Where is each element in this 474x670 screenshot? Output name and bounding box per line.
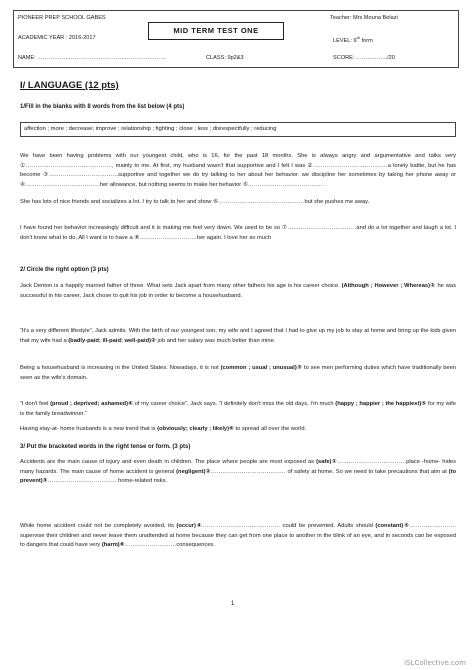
option-group-2: (badly-paid; ill-paid; well-paid)② — [68, 337, 156, 344]
teacher-name: Teacher: Mrs Mouna Belazi — [330, 15, 398, 21]
test-title: MID TERM TEST ONE — [148, 22, 284, 40]
q2-paragraph-1: Jack Denton is a happily married father of three. What sets Jack apart from many other fathers his age is his career choice. (Although ; However ; Whereas)① he was successful in his career, Jack chose to quit his job in order to become a househusband. — [20, 283, 456, 299]
q3-instruction: 3/ Put the bracketed words in the right tense or form. (3 pts) — [20, 444, 191, 450]
word-list-box: affection ; more ; decrease; improve ; relationship ; fighting ; close ; less ; disrespectfully ; reducing — [20, 122, 456, 137]
q1-paragraph-2: She has lots of nice friends and socializes a lot. I try to talk to her and show ⑥………………………………………but she pushes me away. — [20, 199, 370, 205]
q2-paragraph-4: “I don't feel (proud ; deprived; ashamed)④ of my career choice”, Jack says. “I definitely don't miss the old days, I'm much (happy ; happier ; the happiest)⑤ for my wife is the family breadwinner.” — [20, 401, 456, 417]
section-title: I/ LANGUAGE (12 pts) — [20, 80, 119, 91]
q3-paragraph-1: Accidents are the main cause of injury and even death in children. The place where people are most exposed as (safe)①………………………………place -home- hides many hazards. The main cause of home accident is general (negligent)②………………………………… of safety at home. So we need to take precautions that aim at (to prevent)③……………………………… home-related risks. — [20, 459, 456, 485]
level: LEVEL: 9th form — [333, 35, 373, 44]
option-group-3: (common ; usual ; unusual)③ — [220, 365, 303, 371]
q1-paragraph-1: We have been having problems with our youngest child, who is 16, for the past 18 months. She is always angry and argumentative and talks very ①………………………………………, mainly to me. At first, my husband wasn't that supportive and I felt I was ②…………………………………a lonely battle, but he has become ③………………………………supportive and together we do try talking to her about her behavior. we discipline her sometimes by taking her phone away or ④…………………………………her allowance, but nothing seems to make her behavior ⑤………………………………… . — [20, 153, 456, 188]
q1-paragraph-3: I have found her behavior increasingly difficult and it is making me feel very down. We used to be so ⑦………………………………and do a lot together and laugh a lot. I don't know what to do. All I want is to have a ⑧…………………………her again. I love her so much — [20, 225, 456, 241]
q2-paragraph-3: Being a househusband is increasing in the United States. Nowadays, it is not (common ; usual ; unusual)③ to see men performing duties which have traditionally been seen as the wife's domain. — [20, 365, 456, 381]
q2-paragraph-5: Having stay-at- home husbands is a new trend that is (obviously; clearly ; likely)⑥ to spread all over the world. — [20, 426, 307, 432]
student-name-line: NAME: …………………………………………………………… — [18, 55, 166, 61]
q1-instruction: 1/Fill in the blanks with 8 words from the list below (4 pts) — [20, 104, 185, 110]
option-group-1: (Although ; However ; Whereas)① — [341, 283, 436, 289]
class-label: CLASS: 9p2&3 — [206, 55, 244, 61]
option-group-4: (proud ; deprived; ashamed)④ — [50, 401, 134, 407]
school-name: PIONEER PREP SCHOOL GABES — [18, 15, 106, 21]
academic-year: ACADEMIC YEAR : 2016-2017 — [18, 35, 96, 41]
score-label: SCORE: ……………../20 — [333, 55, 395, 61]
q2-instruction: 2/ Circle the right option (3 pts) — [20, 267, 109, 273]
q3-paragraph-2: While home accident could not be completely avoided, its (occur)④…… …………………………… could be prevented. Adults should (constant)⑤……………………supervise their children and never leave them unattended at home because they can get from one place to another in the blink of an eye, and in seconds can be exposed to dangers that could have very (harm)⑥………………………consequences. — [20, 523, 457, 549]
option-group-6: (obviously; clearly ; likely)⑥ — [157, 426, 234, 432]
q2-paragraph-2: “It's a very different lifestyle”, Jack admits. With the birth of our youngest son, my wife and I agreed that I had to give up my job to stay at home and bring up the kids given that my wife had a (badly-paid; ill-paid; well-paid)② job and her salary was much better than mine. — [20, 328, 456, 344]
watermark: iSLCollective.com — [404, 659, 466, 667]
page-number: 1 — [231, 601, 235, 607]
option-group-5: (happy ; happier ; the happiest)⑤ — [335, 401, 427, 407]
